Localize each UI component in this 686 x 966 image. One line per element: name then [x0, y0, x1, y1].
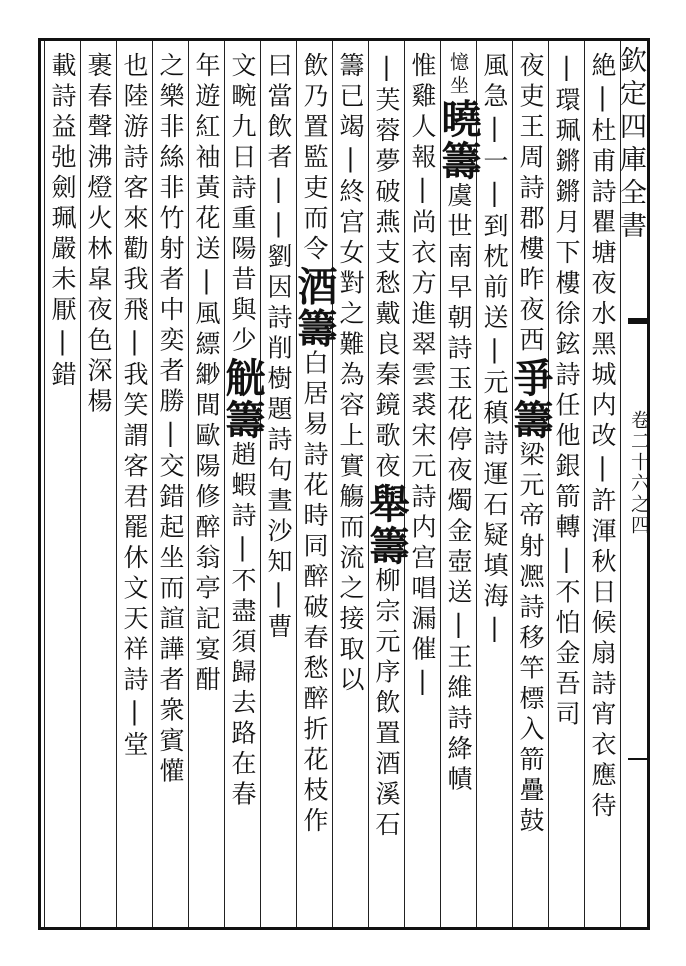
column-text: 風縹緲間歐陽修醉翁亭記宴酣 — [192, 300, 221, 697]
fish-tail-mark — [628, 318, 648, 324]
column-text: 白居易詩花時同醉破春愁醉折花枝作 — [300, 349, 329, 838]
column-text: 曰當飲者| — [264, 52, 293, 209]
entry-heading: 舉籌 — [363, 483, 410, 567]
text-column — [219, 52, 266, 922]
text-column — [81, 52, 115, 922]
column-text: 也陸游詩客來勸我飛|我笑謂客君罷休文天祥詩|堂 — [120, 52, 149, 762]
column-text: 虞世南早朝詩玉花停夜燭金壺送|王維詩絳幘 — [444, 182, 473, 796]
book-title: 欽定四庫全書 — [615, 46, 646, 244]
column-text: 之樂非絲非竹射者中奕者勝|交錯起坐而諠譁者衆賓懽 — [156, 52, 185, 788]
column-text: 梁元帝射凞詩移竿標入箭疊鼓 — [516, 441, 545, 838]
text-column — [477, 52, 511, 922]
column-text: 風急|一|到枕前 — [480, 52, 509, 304]
column-text: |劉因詩削樹題詩句晝沙知|曹 — [264, 208, 293, 644]
text-column — [435, 52, 482, 922]
column-text: 憶坐 — [447, 52, 469, 98]
text-column — [45, 52, 79, 922]
column-text: 惟雞人報|尚衣方進翠雲裘宋元詩内宫唱漏催| — [408, 52, 437, 701]
column-text: 上實觴而流之接取以 — [336, 422, 365, 697]
column-rule — [620, 41, 621, 927]
column-text: |芙蓉夢破燕支愁戴良秦鏡歌夜 — [372, 52, 401, 483]
column-text: 年遊紅袖黃花送| — [192, 52, 221, 300]
column-text: |環珮鏘鏘月下樓徐鉉詩任他銀箭轉|不怕金吾司 — [552, 52, 581, 731]
column-text: 籌已竭|終宫女對之難為容 — [336, 52, 365, 422]
margin-tick — [628, 758, 648, 760]
column-text: 文畹九日詩重陽昔與少 — [228, 52, 257, 357]
column-text: 載詩益弛劍珮嚴未厭|錯 — [48, 52, 77, 392]
column-text: 趙蝦詩|不盡須歸去路在春 — [228, 441, 257, 811]
text-column — [291, 52, 338, 922]
column-text: 送|元稹詩運石疑填海| — [480, 304, 509, 648]
entry-heading: 酒籌 — [291, 265, 338, 350]
juan-number: 卷二十六之四 — [628, 410, 650, 536]
column-text: 夜吏王周詩郡樓昨夜西 — [516, 52, 545, 357]
entry-heading: 觥籌 — [219, 357, 266, 441]
entry-heading: 曉籌 — [435, 98, 482, 182]
text-column — [507, 52, 554, 922]
text-column — [261, 52, 295, 922]
text-column — [363, 52, 410, 922]
entry-heading: 爭籌 — [507, 357, 554, 441]
text-column — [153, 52, 187, 922]
column-text: 飲乃置監吏而令 — [300, 52, 329, 266]
text-column — [189, 52, 223, 922]
text-column — [405, 52, 439, 922]
column-text: 絶|杜甫詩瞿塘夜水黑城内改|許渾秋日候扇詩宵衣應待 — [588, 52, 617, 823]
column-text: 裹春聲沸燈火林皐夜色深楊 — [84, 52, 113, 418]
text-column — [117, 52, 151, 922]
text-column — [549, 52, 583, 922]
text-column — [585, 52, 619, 922]
column-text: 柳宗元序飲置酒溪石 — [372, 567, 401, 842]
text-column — [333, 52, 367, 922]
